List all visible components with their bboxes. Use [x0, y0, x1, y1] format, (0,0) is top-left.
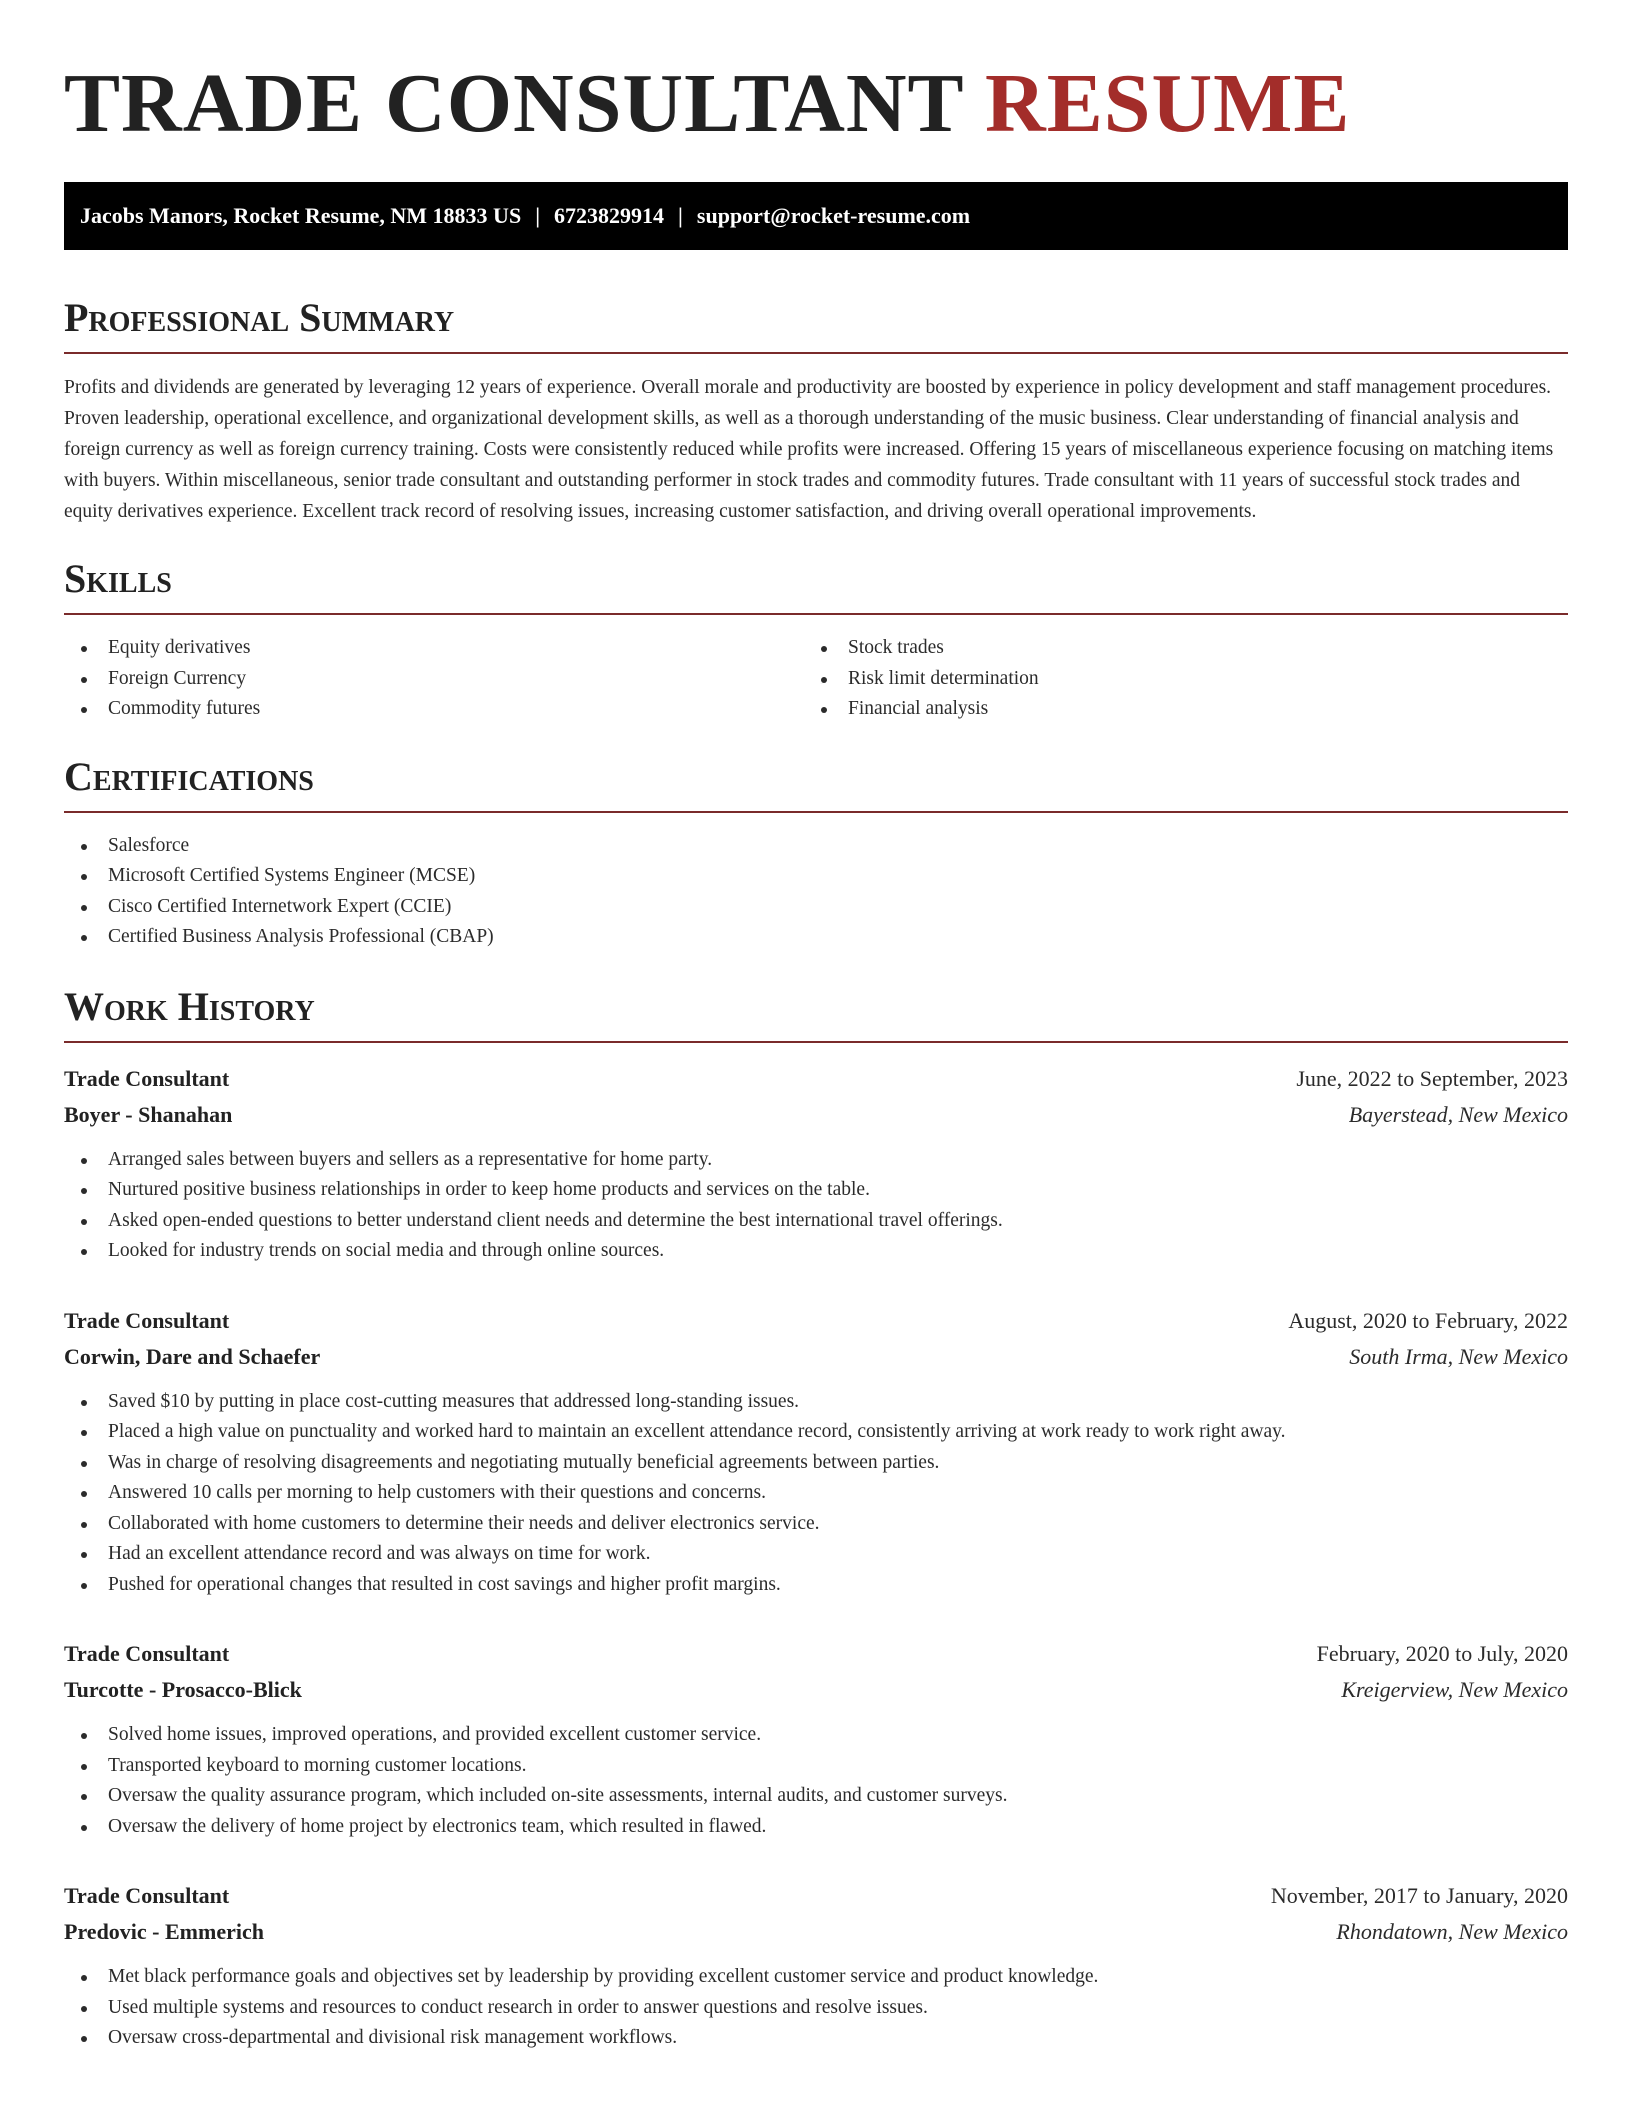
job-title: Trade Consultant	[64, 1883, 230, 1908]
contact-address: Jacobs Manors, Rocket Resume, NM 18833 US	[80, 203, 522, 228]
job-bullet: Looked for industry trends on social media and through online sources.	[64, 1236, 1568, 1267]
job-bullet: Nurtured positive business relationships in order to keep home products and services on the table.	[64, 1175, 1568, 1206]
job-header-row	[64, 1061, 1568, 1097]
skills-heading: Skills	[64, 555, 1568, 615]
skills-grid	[64, 633, 1568, 725]
job-header-row	[64, 1878, 1568, 1914]
job-bullet: Used multiple systems and resources to conduct research in order to answer questions and resolve issues.	[64, 1993, 1568, 2024]
job-bullet: Asked open-ended questions to better understand client needs and determine the best international travel offerings.	[64, 1206, 1568, 1237]
contact-separator: |	[678, 203, 683, 228]
job-location: Kreigerview, New Mexico	[1341, 1677, 1568, 1702]
certification-item: Certified Business Analysis Professional (CBAP)	[64, 922, 1568, 953]
summary-text: Profits and dividends are generated by leveraging 12 years of experience. Overall morale and productivity are boosted by experience in policy development and staff management procedures. Proven leadership, operational excellence, and organizational development skills, as well as a thorough understanding of the music business. Clear understanding of financial analysis and foreign currency as well as foreign currency training. Costs were consistently reduced while profits were increased. Offering 15 years of miscellaneous experience focusing on matching items with buyers. Within miscellaneous, senior trade consultant and outstanding performer in stock trades and commodity futures. Trade consultant with 11 years of successful stock trades and equity derivatives experience. Excellent track record of resolving issues, increasing customer satisfaction, and driving overall operational improvements.	[64, 377, 1554, 522]
resume-page	[64, 0, 1568, 2054]
certification-item: Salesforce	[64, 831, 1568, 862]
job-bullet: Oversaw the delivery of home project by electronics team, which resulted in flawed.	[64, 1812, 1568, 1843]
job-bullet: Arranged sales between buyers and sellers as a representative for home party.	[64, 1145, 1568, 1176]
job-bullet-list	[64, 1962, 1568, 2054]
job-bullet: Saved $10 by putting in place cost-cutting measures that addressed long-standing issues.	[64, 1387, 1568, 1418]
job-bullet: Transported keyboard to morning customer locations.	[64, 1751, 1568, 1782]
job-dates: August, 2020 to February, 2022	[1288, 1307, 1568, 1333]
contact-email[interactable]: support@rocket-resume.com	[696, 203, 971, 228]
skills-left-column	[64, 633, 804, 725]
job-bullet-list	[64, 1720, 1568, 1842]
job-bullet: Oversaw the quality assurance program, which included on-site assessments, internal audits, and customer surveys.	[64, 1781, 1568, 1812]
skills-section	[64, 555, 1568, 725]
job-company-row	[64, 1672, 1568, 1708]
certifications-list	[64, 831, 1568, 953]
job-dates: February, 2020 to July, 2020	[1316, 1641, 1568, 1666]
job-location: South Irma, New Mexico	[1349, 1343, 1568, 1369]
skill-item: Risk limit determination	[804, 664, 1544, 695]
certifications-section	[64, 753, 1568, 953]
skills-right-column	[804, 633, 1544, 725]
contact-phone: 6723829914	[554, 203, 665, 228]
job-bullet: Solved home issues, improved operations, and provided excellent customer service.	[64, 1720, 1568, 1751]
title-main: TRADE CONSULTANT	[64, 57, 964, 150]
summary-section	[64, 294, 1568, 527]
job-bullet: Met black performance goals and objectives set by leadership by providing excellent customer service and product knowledge.	[64, 1962, 1568, 1993]
skill-item: Stock trades	[804, 633, 1544, 664]
job-bullet: Pushed for operational changes that resulted in cost savings and higher profit margins.	[64, 1570, 1568, 1601]
job-bullet-list	[64, 1145, 1568, 1267]
job-bullet: Had an excellent attendance record and was always on time for work.	[64, 1539, 1568, 1570]
job-dates: June, 2022 to September, 2023	[1296, 1065, 1568, 1091]
job-title: Trade Consultant	[64, 1641, 230, 1666]
job-entry	[64, 1061, 1568, 1267]
contact-separator: |	[535, 203, 541, 228]
job-dates: November, 2017 to January, 2020	[1270, 1883, 1568, 1908]
job-company: Turcotte - Prosacco-Blick	[64, 1677, 302, 1702]
summary-heading: Professional Summary	[64, 294, 1568, 354]
contact-bar	[64, 182, 1568, 250]
job-company-row	[64, 1914, 1568, 1950]
job-header-row	[64, 1303, 1568, 1339]
job-bullet: Answered 10 calls per morning to help customers with their questions and concerns.	[64, 1478, 1568, 1509]
job-bullet-list	[64, 1387, 1568, 1601]
certifications-heading: Certifications	[64, 753, 1568, 813]
work-history-section	[64, 983, 1568, 2054]
job-company-row	[64, 1339, 1568, 1375]
job-entry	[64, 1878, 1568, 2054]
job-location: Rhondatown, New Mexico	[1336, 1919, 1568, 1944]
job-bullet: Collaborated with home customers to determine their needs and deliver electronics service.	[64, 1509, 1568, 1540]
job-title: Trade Consultant	[64, 1307, 230, 1333]
job-location: Bayerstead, New Mexico	[1348, 1101, 1568, 1127]
job-company: Corwin, Dare and Schaefer	[64, 1343, 321, 1369]
job-bullet: Oversaw cross-departmental and divisional risk management workflows.	[64, 2023, 1568, 2054]
title-accent: RESUME	[985, 57, 1351, 150]
resume-title	[64, 58, 1568, 150]
work-history-heading: Work History	[64, 983, 1568, 1043]
job-header-row	[64, 1636, 1568, 1672]
certification-item: Microsoft Certified Systems Engineer (MCSE)	[64, 861, 1568, 892]
job-bullet: Was in charge of resolving disagreements and negotiating mutually beneficial agreements between parties.	[64, 1448, 1568, 1479]
skill-item: Foreign Currency	[64, 664, 804, 695]
job-company: Predovic - Emmerich	[64, 1919, 264, 1944]
job-company: Boyer - Shanahan	[64, 1101, 233, 1127]
skill-item: Equity derivatives	[64, 633, 804, 664]
job-company-row	[64, 1097, 1568, 1133]
skill-item: Commodity futures	[64, 694, 804, 725]
skill-item: Financial analysis	[804, 694, 1544, 725]
certification-item: Cisco Certified Internetwork Expert (CCIE)	[64, 892, 1568, 923]
job-bullet: Placed a high value on punctuality and worked hard to maintain an excellent attendance record, consistently arriving at work ready to work right away.	[64, 1417, 1568, 1448]
job-entry	[64, 1303, 1568, 1601]
job-entry	[64, 1636, 1568, 1842]
job-title: Trade Consultant	[64, 1065, 230, 1091]
